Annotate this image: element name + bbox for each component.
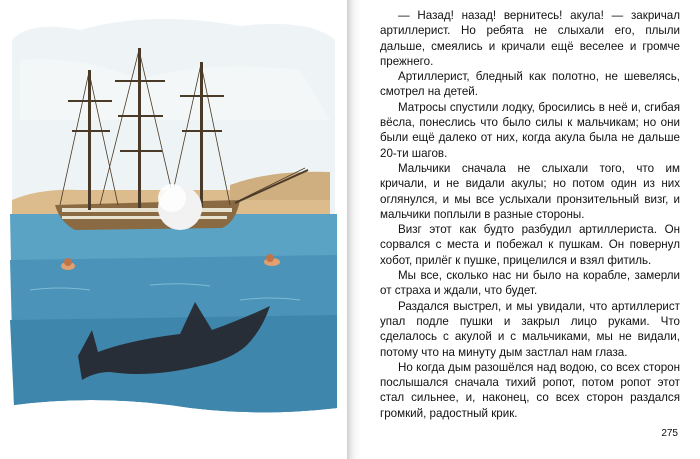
paragraph-7: Раздался выстрел, и мы увидали, что артиллерист упал подле пушки и закрыл лицо руками. Что сделалось с акулой и с мальчиками, мы не видали, потому что на минуту дым застлал нам глаза. <box>380 299 680 359</box>
paragraph-5: Визг этот как будто разбудил артиллериста. Он сорвался с места и побежал к пушкам. Он повернул хобот, прилёг к пушке, прицелился и взял фитиль. <box>380 223 680 267</box>
paragraph-8: Но когда дым разошёлся над водою, со всех сторон послышался сначала тихий ропот, потом ропот этот стал сильнее, и, наконец, со всех сторон раздался громкий, радостный крик. <box>380 360 680 420</box>
sailing-ship-and-shark-illustration <box>0 0 347 459</box>
paragraph-2: Артиллерист, бледный как полотно, не шевелясь, смотрел на детей. <box>380 70 680 99</box>
left-page <box>0 0 347 459</box>
paragraph-1: — Назад! назад! вернитесь! акула! — закричал артиллерист. Но ребята не слыхали его, плыли дальше, смеялись и кричали ещё веселее и громче прежнего. <box>380 9 680 68</box>
book-gutter <box>347 0 361 459</box>
paragraph-4: Мальчики сначала не слыхали того, что им кричали, и не видали акулы; но потом один из них оглянулся, и мы все услыхали пронзительный визг, и мальчики поплыли в разные стороны. <box>380 161 680 221</box>
paragraph-3: Матросы спустили лодку, бросились в неё и, сгибая вёсла, понеслись что было силы к мальчикам; но они были ещё далеко от них, когда акула была не дальше 20-ти шагов. <box>380 100 680 160</box>
page-number: 275 <box>661 428 678 439</box>
right-page <box>361 0 700 459</box>
story-text <box>380 8 680 421</box>
paragraph-6: Мы все, сколько нас ни было на корабле, замерли от страха и ждали, что будет. <box>380 269 680 298</box>
